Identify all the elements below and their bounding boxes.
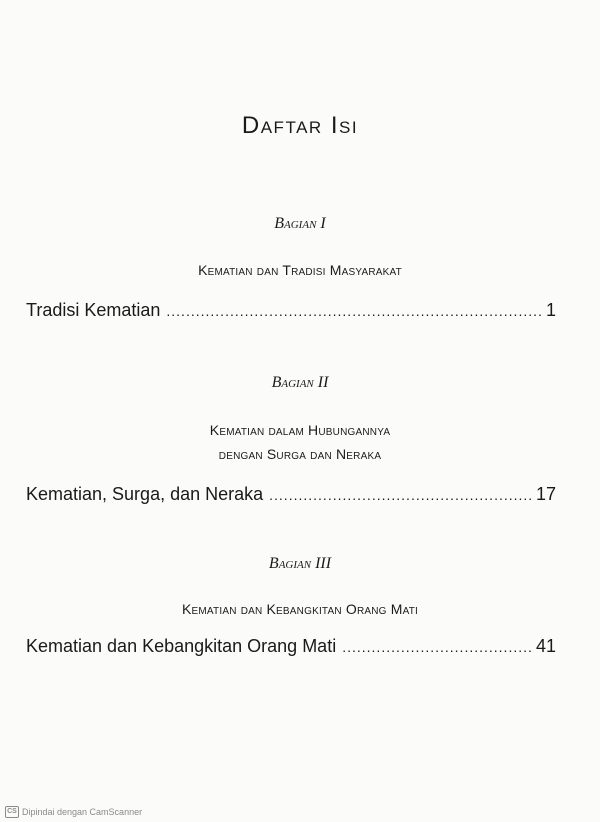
part-2-title — [0, 418, 600, 466]
dot-leader — [342, 640, 534, 654]
dot-leader — [269, 488, 534, 502]
scanner-watermark — [5, 806, 142, 818]
toc-entry-page: 41 — [535, 636, 556, 656]
part-2-title-line: dengan Surga dan Neraka — [218, 446, 382, 462]
toc-entry-title: Kematian, Surga, dan Neraka — [26, 484, 264, 504]
part-3-label: Bagian III — [268, 555, 332, 572]
toc-entry-3[interactable] — [26, 636, 556, 657]
part-2-title-line: Kematian dalam Hubungannya — [209, 422, 391, 438]
part-3-title — [0, 597, 600, 621]
toc-entry-title: Kematian dan Kebangkitan Orang Mati — [26, 636, 337, 656]
part-1-title-line: Kematian dan Tradisi Masyarakat — [198, 262, 402, 278]
camscanner-logo-icon: CS — [5, 806, 19, 818]
dot-leader — [166, 304, 544, 318]
toc-entry-title: Tradisi Kematian — [26, 300, 161, 320]
toc-entry-page: 17 — [535, 484, 556, 504]
toc-entry-2[interactable] — [26, 484, 556, 505]
toc-entry-page: 1 — [545, 300, 556, 320]
watermark-text: Dipindai dengan CamScanner — [22, 807, 143, 817]
part-1-title — [0, 258, 600, 282]
page-title: Daftar Isi — [241, 112, 359, 139]
part-3-title-line: Kematian dan Kebangkitan Orang Mati — [181, 601, 419, 617]
toc-entry-1[interactable] — [26, 300, 556, 321]
part-2-label: Bagian II — [271, 374, 329, 391]
part-1-label: Bagian I — [274, 215, 326, 232]
